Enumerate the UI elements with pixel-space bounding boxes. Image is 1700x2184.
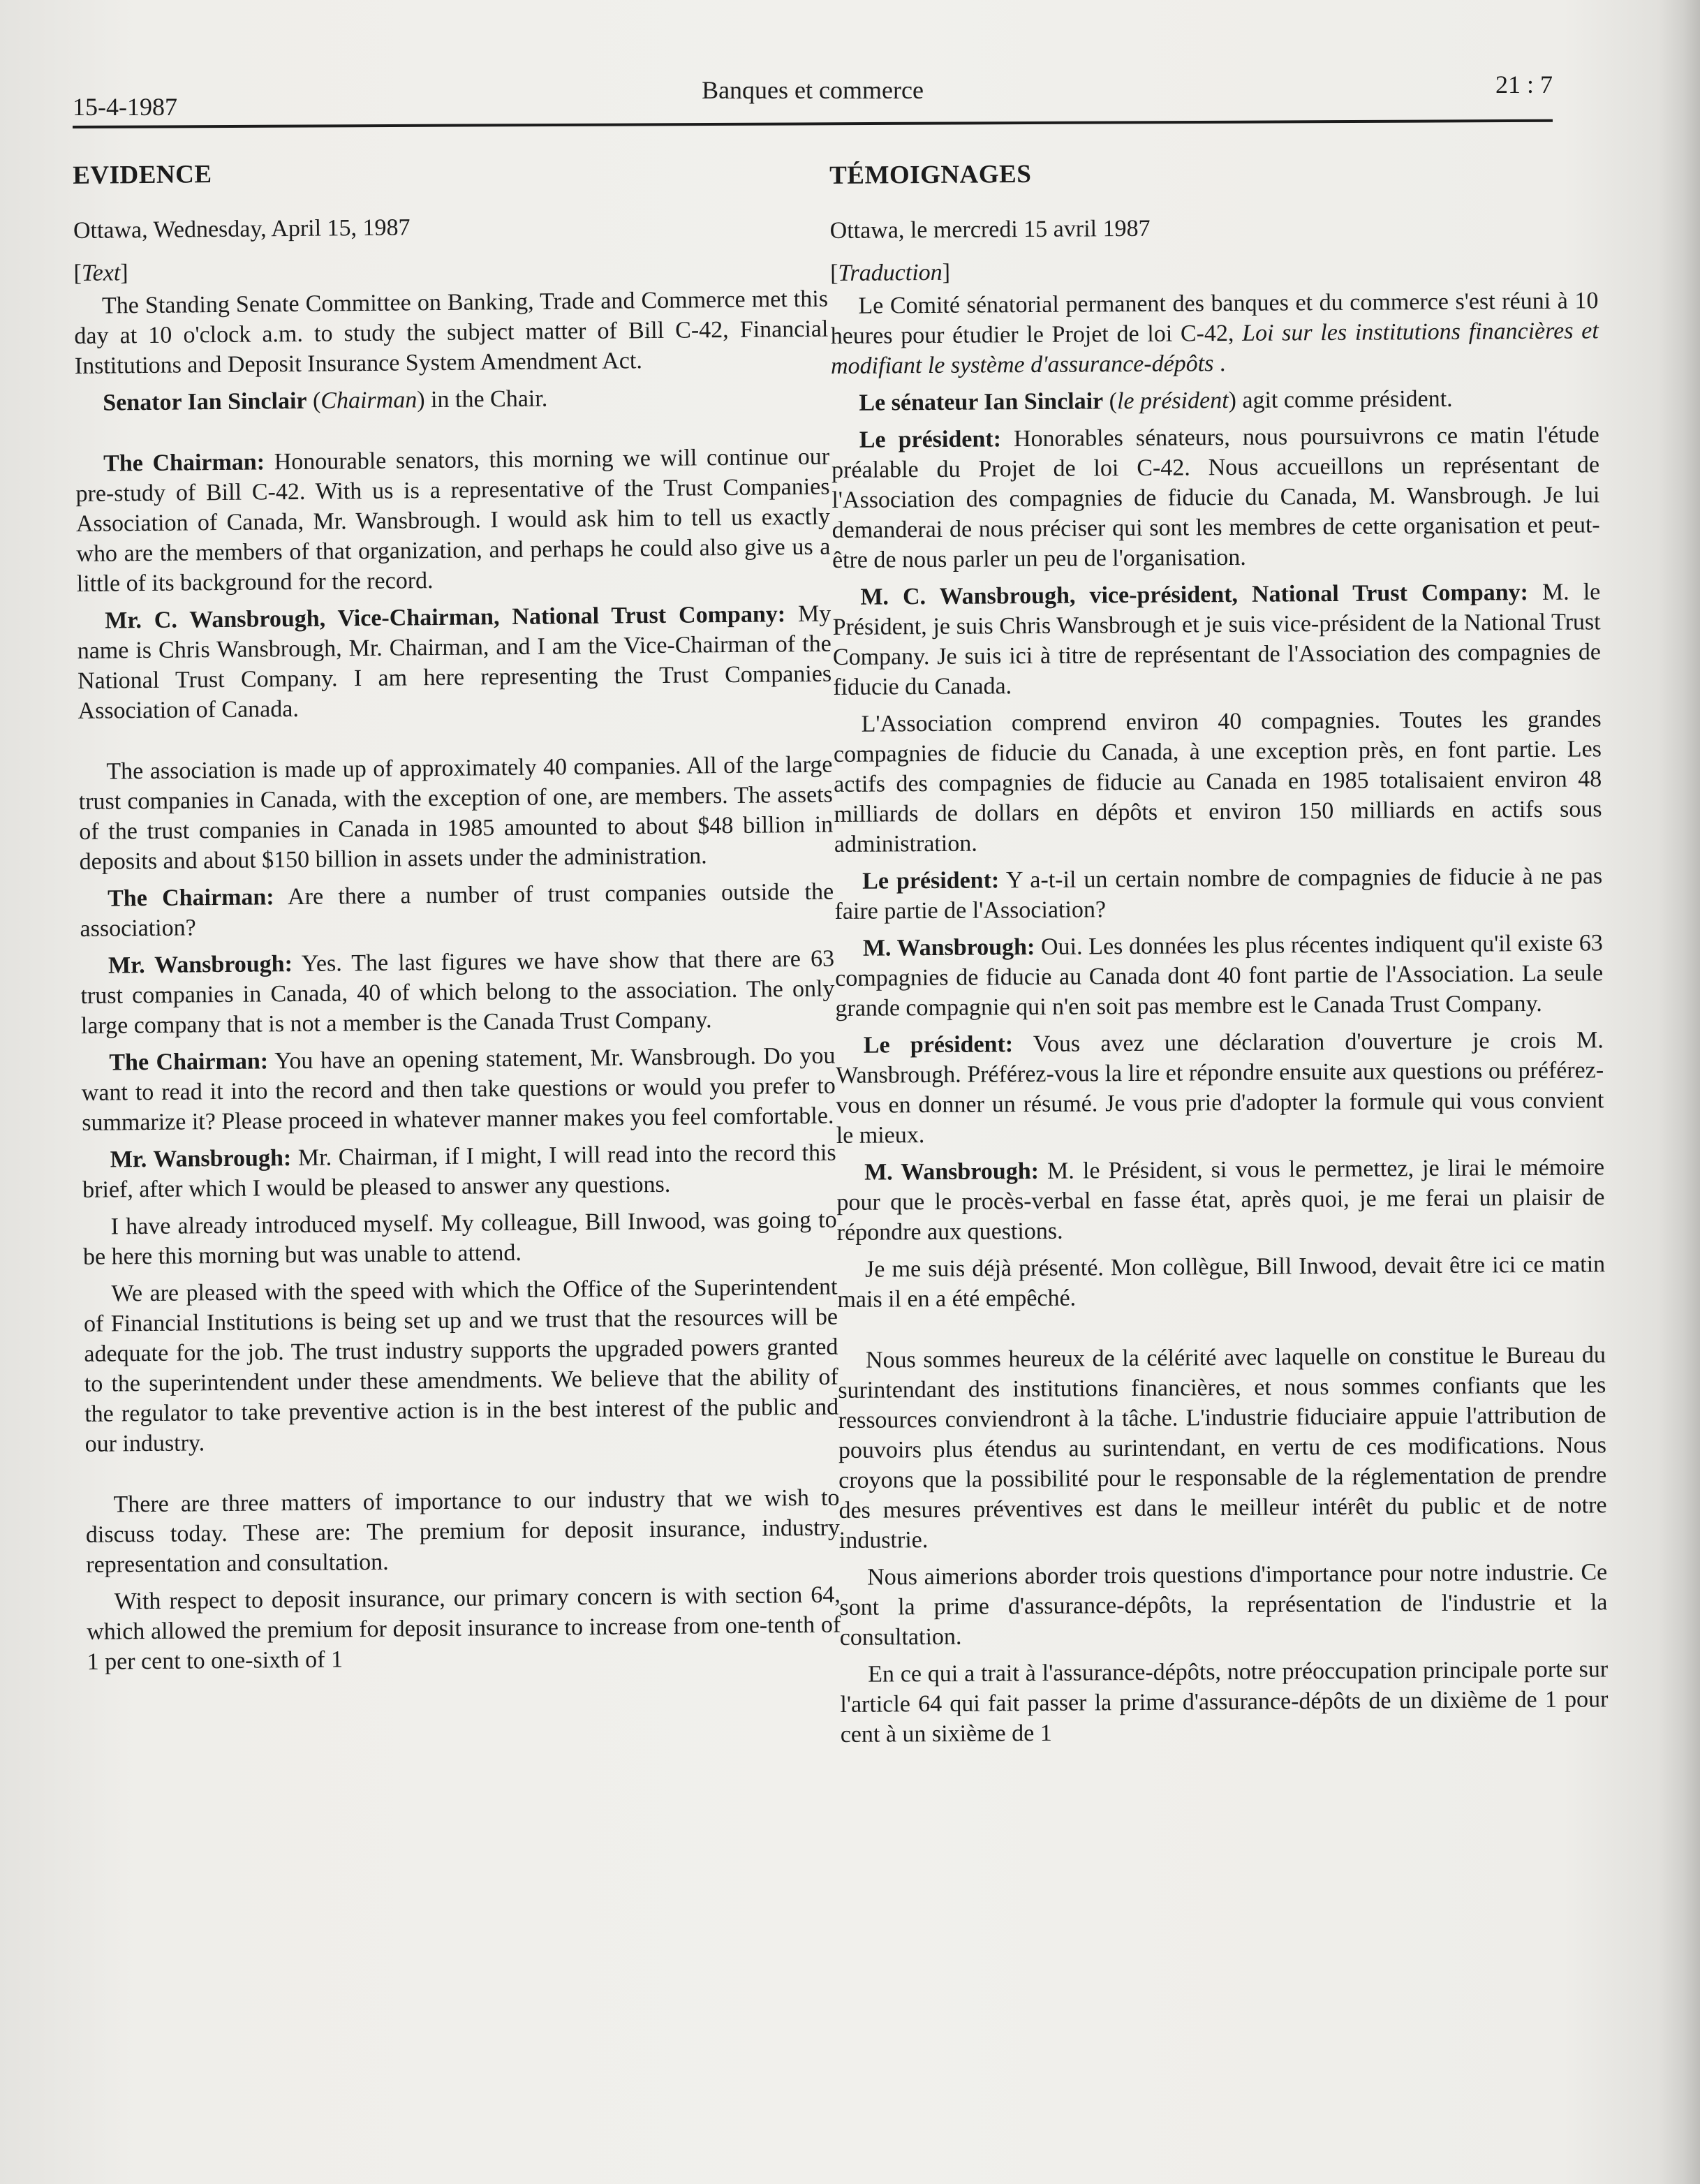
speaker-role: le président — [1116, 388, 1229, 415]
french-para-5 — [833, 704, 1602, 859]
french-tag-text: Traduction — [838, 259, 943, 286]
french-para-4 — [832, 577, 1601, 702]
para-text: The Standing Senate Committee on Banking, Trade and Commerce met this day at 10 o'clock a.m. to study the subject matter of Bill C-42, Financial Institutions and Deposit Insurance System Amendment Act. — [74, 286, 829, 379]
para-text: Yes. The last figures we have show that there are 63 trust companies in Canada, 40 of which belong to the association. The only large company that is not a member is the Canada Trust Company. — [80, 945, 835, 1039]
english-tag-text: Text — [81, 260, 121, 286]
speaker-name: The Chairman: — [109, 1048, 269, 1076]
para-text: Y a-t-il un certain nombre de compagnies de fiducie à ne pas faire partie de l'Association? — [834, 863, 1603, 924]
english-dateline: Ottawa, Wednesday, April 15, 1987 — [73, 214, 411, 244]
para-text: With respect to deposit insurance, our primary concern is with section 64, which allowed the premium for deposit insurance to increase from one-tenth of 1 per cent to one-sixth of 1 — [87, 1581, 841, 1675]
para-text: Je me suis déjà présenté. Mon collègue, Bill Inwood, devait être ici ce matin mais il en a été empêché. — [837, 1251, 1606, 1313]
para-text: Honourable senators, this morning we will continue our pre-study of Bill C-42. With us is a representative of the Trust Companies Association of Canada, Mr. Wansbrough. I would ask him to tell us exactly who are the members of that organization, and perhaps he could also give us a little of its background for the record. — [75, 443, 831, 597]
para-text: Nous sommes heureux de la célérité avec laquelle on constitue le Bureau du surintendant des institutions financières, et nous sommes confiants que les ressources conviendront à la tâche. L'industrie fiduciaire appuie l'attribution de pouvoirs plus étendus au surintendant, en vertu de ces modifications. Nous croyons que la possibilité pour le responsable de la réglementation de prendre des mesures préventives est dans le meilleur intérêt du public et de notre industrie. — [838, 1342, 1607, 1554]
french-para-2: Le sénateur Ian Sinclair (le président) agit comme président. — [859, 385, 1453, 416]
english-para-5 — [78, 750, 834, 877]
para-text: M. le Président, je suis Chris Wansbrough et je suis vice-président de la National Trust Company. Je suis ici à titre de représentant de l'Association des compagnies de fiducie du Canada. — [832, 579, 1602, 700]
speaker-role: Chairman — [320, 387, 417, 414]
french-para-3 — [831, 420, 1600, 575]
english-tag: [Text] — [73, 260, 128, 286]
english-para-7 — [80, 944, 835, 1041]
english-para-3 — [75, 442, 831, 599]
speaker-name: M. Wansbrough: — [862, 934, 1035, 961]
french-para-13 — [840, 1654, 1609, 1750]
para-text: L'Association comprend environ 40 compagnies. Toutes les grandes compagnies de fiducie du Canada, à une exception près, en font partie. Les actifs des compagnies de fiducie au Canada en 1985 totalisaient environ 48 milliards de dollars en dépôts et environ 150 milliards en actifs sous administration. — [833, 706, 1602, 857]
para-text: Honorables sénateurs, nous poursuivrons ce matin l'étude préalable du Projet de loi C-42. Nous accueillons un représentant de l'Association des compagnies de fiducie du Canada, M. Wansbrough. Je lui demanderai de nous préciser qui sont les membres de cette organisation et peut-être de nous parler un peu de l'organisation. — [831, 422, 1600, 573]
french-dateline: Ottawa, le mercredi 15 avril 1987 — [829, 215, 1151, 244]
english-para-2: Senator Ian Sinclair (Chairman) in the Chair. — [103, 385, 548, 416]
french-para-8 — [836, 1025, 1604, 1151]
french-para-1 — [830, 286, 1599, 381]
french-para-12 — [839, 1557, 1608, 1653]
french-para-10 — [837, 1249, 1606, 1315]
english-heading: EVIDENCE — [73, 160, 212, 190]
speaker-name: M. C. Wansbrough, vice-président, National Trust Company: — [860, 580, 1529, 610]
para-text: En ce qui a trait à l'assurance-dépôts, notre préoccupation principale porte sur l'article 64 qui fait passer la prime d'assurance-dépôts de un dixième de 1 pour cent à un sixième de 1 — [840, 1656, 1609, 1748]
french-tag: [Traduction] — [829, 259, 951, 286]
english-para-11 — [83, 1272, 838, 1459]
english-para-12 — [85, 1483, 840, 1580]
para-text: There are three matters of importance to our industry that we wish to discuss today. These are: The premium for deposit insurance, industry representation and consultation. — [85, 1484, 841, 1578]
speaker-name: The Chairman: — [103, 449, 265, 477]
bill-title: Loi sur les institutions financières et modifiant le système d'assurance-dépôts — [830, 318, 1599, 379]
para-text: . — [1219, 351, 1226, 377]
header-page-number: 21 : 7 — [1495, 71, 1553, 98]
english-para-6 — [80, 877, 834, 944]
french-para-6 — [834, 861, 1603, 927]
french-para-7 — [835, 928, 1604, 1024]
header-title: Banques et commerce — [702, 76, 924, 104]
speaker-name: Senator Ian Sinclair — [103, 388, 307, 416]
speaker-name: Le président: — [862, 867, 1000, 894]
english-para-9 — [82, 1138, 837, 1205]
speaker-name: M. Wansbrough: — [864, 1158, 1040, 1186]
page-header — [73, 70, 1553, 134]
para-text: My name is Chris Wansbrough, Mr. Chairman, and I am the Vice-Chairman of the National Trust Company. I am here representing the Trust Companies Association of Canada. — [77, 600, 832, 724]
para-text: You have an opening statement, Mr. Wansbrough. Do you want to read it into the record and then take questions or would you prefer to summarize it? Please proceed in whatever manner makes you feel comfortable. — [81, 1042, 836, 1136]
speaker-name: The Chairman: — [107, 884, 274, 912]
para-text: agit comme président. — [1242, 385, 1453, 413]
para-text: in the Chair. — [430, 385, 548, 413]
english-para-4 — [77, 599, 832, 726]
para-text: Mr. Chairman, if I might, I will read into the record this brief, after which I would be pleased to answer any questions. — [82, 1139, 836, 1203]
english-column — [73, 154, 841, 1684]
speaker-name: Mr. C. Wansbrough, Vice-Chairman, National Trust Company: — [105, 601, 786, 634]
english-para-8 — [81, 1041, 836, 1138]
french-column — [829, 155, 1609, 1757]
para-text: I have already introduced myself. My colleague, Bill Inwood, was going to be here this morning but was unable to attend. — [82, 1207, 837, 1270]
speaker-name: Mr. Wansbrough: — [110, 1145, 292, 1173]
header-date: 15-4-1987 — [73, 93, 177, 121]
page-edge-shadow — [1658, 0, 1700, 2184]
para-text: Vous avez une déclaration d'ouverture je crois M. Wansbrough. Préférez-vous la lire et répondre ensuite aux questions ou préférez-vous en donner un résumé. Je vous prie d'adopter la formule qui vous convient le mieux. — [836, 1027, 1604, 1149]
english-para-13 — [87, 1580, 841, 1677]
speaker-name: Le président: — [863, 1031, 1014, 1058]
para-text: Oui. Les données les plus récentes indiquent qu'il existe 63 compagnies de fiducie au Canada dont 40 font partie de l'Association. La seule grande compagnie qui n'en soit pas membre est le Canada Trust Company. — [835, 930, 1604, 1021]
header-rule — [73, 119, 1553, 128]
english-para-1 — [74, 284, 829, 381]
para-text: Are there a number of trust companies outside the association? — [80, 878, 834, 942]
french-heading: TÉMOIGNAGES — [829, 159, 1032, 190]
french-para-11 — [838, 1340, 1607, 1556]
para-text: The association is made up of approximately 40 companies. All of the large trust companies in Canada, with the exception of one, are members. The assets of the trust companies in Canada in 1985 amounted to about $48 billion in deposits and about $150 billion in assets under the administration. — [78, 751, 834, 875]
speaker-name: Mr. Wansbrough: — [108, 951, 293, 979]
para-text: Nous aimerions aborder trois questions d'importance pour notre industrie. Ce sont la prime d'assurance-dépôts, la représentation de l'industrie et la consultation. — [839, 1559, 1608, 1651]
english-para-10 — [82, 1205, 837, 1272]
para-text: Le Comité sénatorial permanent des banques et du commerce s'est réuni à 10 heures pour étudier le Projet de loi C-42, — [830, 288, 1599, 349]
para-text: We are pleased with the speed with which the Office of the Superintendent of Financial Institutions is being set up and we trust that the resources will be adequate for the job. The trust industry supports the upgraded powers granted to the superintendent under these amendments. We believe that the ability of the regulator to take preventive action is in the best interest of the public and our industry. — [83, 1274, 839, 1457]
speaker-name: Le président: — [859, 426, 1002, 453]
french-para-9 — [836, 1152, 1605, 1248]
speaker-name: Le sénateur Ian Sinclair — [859, 388, 1104, 416]
para-text: M. le Président, si vous le permettez, je lirai le mémoire pour que le procès-verbal en fasse état, après quoi, je me ferai un plaisir de répondre aux questions. — [836, 1154, 1605, 1246]
